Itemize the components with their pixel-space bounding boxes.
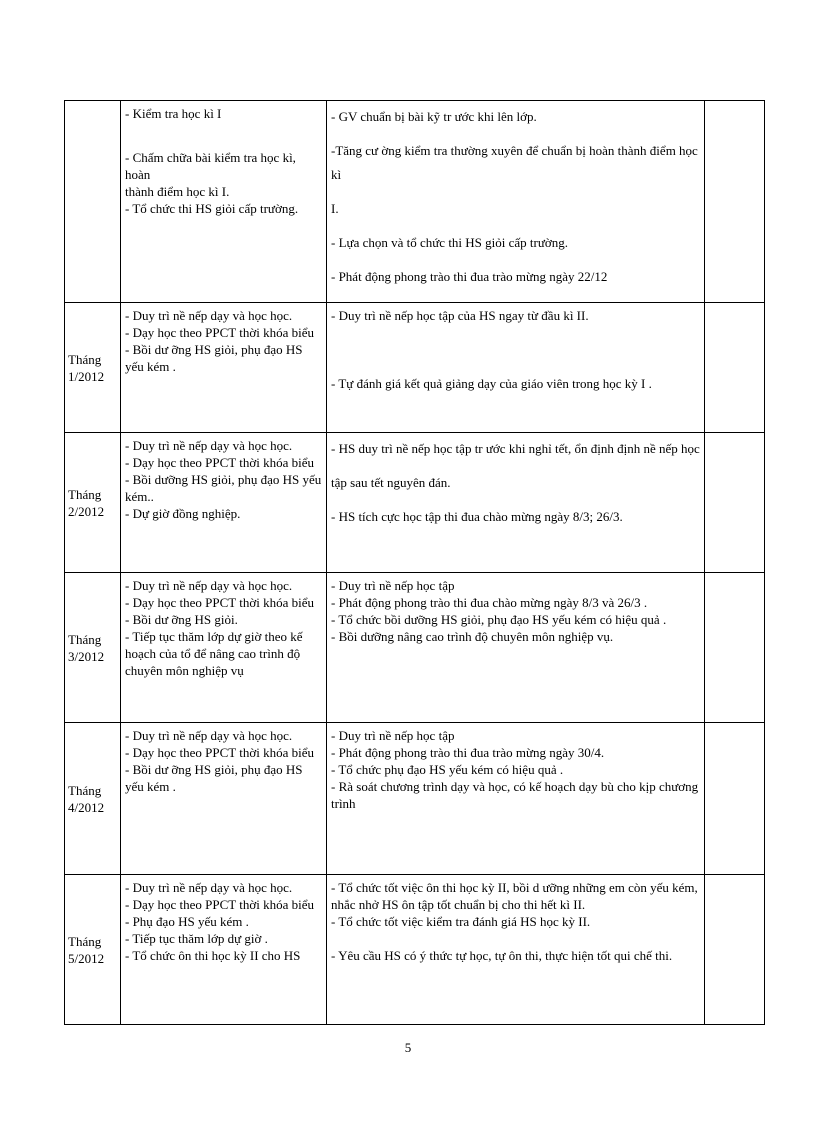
measure-line: - Duy trì nề nếp học tập (331, 728, 455, 743)
table-row (65, 573, 765, 723)
month-cell: Tháng 2/2012 (65, 433, 121, 573)
notes-cell (705, 723, 765, 875)
measure-line: - HS tích cực học tập thi đua chào mừng ngày 8/3; 26/3. (331, 509, 623, 524)
task-line: - Bồi dư ỡng HS giỏi. (125, 612, 238, 627)
table-row (65, 433, 765, 573)
task-line: - Dạy học theo PPCT thời khóa biểu (125, 897, 314, 912)
task-line: yếu kém . (125, 779, 176, 794)
task-line: - Dạy học theo PPCT thời khóa biểu (125, 745, 314, 760)
task-line: - Duy trì nề nếp dạy và học học. (125, 880, 293, 895)
measures-cell (327, 303, 705, 433)
table-row (65, 875, 765, 1025)
measure-line: - HS duy trì nề nếp học tập tr ước khi nghỉ tết, ổn định định nề nếp học (331, 441, 700, 456)
task-line: thành điểm học kì I. (125, 184, 230, 199)
tasks-cell (121, 101, 327, 303)
month-cell: Tháng 3/2012 (65, 573, 121, 723)
tasks-cell (121, 573, 327, 723)
measure-line: - Tổ chức tốt việc kiểm tra đánh giá HS học kỳ II. (331, 914, 591, 929)
measure-line: - Tự đánh giá kết quả giảng dạy của giáo viên trong học kỳ I . (331, 376, 652, 391)
task-line: - Kiểm tra học kì I (125, 106, 222, 121)
measure-line: - GV chuẩn bị bài kỹ tr ước khi lên lớp. (331, 109, 537, 124)
notes-cell (705, 875, 765, 1025)
task-line: - Duy trì nề nếp dạy và học học. (125, 308, 293, 323)
task-line: chuyên môn nghiệp vụ (125, 663, 244, 678)
month-cell: Tháng 1/2012 (65, 303, 121, 433)
table-row (65, 723, 765, 875)
measure-line: - Phát động phong trào thi đua trào mừng ngày 30/4. (331, 745, 605, 760)
task-line: - Tiếp tục thăm lớp dự giờ theo kế (125, 629, 303, 644)
measure-line: I. (331, 201, 339, 216)
table-row (65, 303, 765, 433)
task-line: - Tiếp tục thăm lớp dự giờ . (125, 931, 268, 946)
month-cell (65, 101, 121, 303)
measures-cell (327, 573, 705, 723)
measure-line: nhắc nhở HS ôn tập tốt chuẩn bị cho thi hết kì II. (331, 897, 586, 912)
task-line: - Tổ chức ôn thi học kỳ II cho HS (125, 948, 301, 963)
notes-cell (705, 573, 765, 723)
task-line: - Bồi dư ỡng HS giỏi, phụ đạo HS (125, 342, 303, 357)
notes-cell (705, 303, 765, 433)
task-line: - Duy trì nề nếp dạy và học học. (125, 728, 293, 743)
measure-line: - Rà soát chương trình dạy và học, có kế hoạch dạy bù cho kịp chương (331, 779, 699, 794)
task-line: hoạch của tổ để nâng cao trình độ (125, 646, 301, 661)
task-line: - Tổ chức thi HS giỏi cấp trường. (125, 201, 299, 216)
tasks-cell (121, 303, 327, 433)
measure-line: - Bồi dưỡng nâng cao trình độ chuyên môn nghiệp vụ. (331, 629, 614, 644)
task-line: kém.. (125, 489, 154, 504)
measures-cell (327, 875, 705, 1025)
measures-cell (327, 101, 705, 303)
measure-line: - Phát động phong trào thi đua trào mừng ngày 22/12 (331, 269, 608, 284)
measure-line: - Lựa chọn và tổ chức thi HS giỏi cấp trường. (331, 235, 569, 250)
measure-line: -Tăng cư ờng kiểm tra thường xuyên để chuẩn bị hoàn thành điểm học kì (331, 143, 698, 182)
task-line: yếu kém . (125, 359, 176, 374)
task-line: - Duy trì nề nếp dạy và học học. (125, 578, 293, 593)
measure-line: - Yêu cầu HS có ý thức tự học, tự ôn thi, thực hiện tốt qui chế thi. (331, 948, 673, 963)
plan-table (64, 100, 765, 1025)
measure-line: - Tổ chức bồi dưỡng HS giỏi, phụ đạo HS yếu kém có hiệu quả . (331, 612, 667, 627)
measures-cell (327, 723, 705, 875)
month-cell: Tháng 5/2012 (65, 875, 121, 1025)
measure-line: - Phát động phong trào thi đua chào mừng ngày 8/3 và 26/3 . (331, 595, 648, 610)
notes-cell (705, 101, 765, 303)
task-line: - Dạy học theo PPCT thời khóa biểu (125, 325, 314, 340)
page-number: 5 (404, 1040, 412, 1055)
measure-line: - Duy trì nề nếp học tập (331, 578, 455, 593)
measures-cell (327, 433, 705, 573)
tasks-cell (121, 433, 327, 573)
task-line: - Dự giờ đồng nghiệp. (125, 506, 241, 521)
task-line: - Chấm chữa bài kiểm tra học kì, hoàn (125, 150, 296, 182)
task-line: - Phụ đạo HS yếu kém . (125, 914, 249, 929)
task-line: - Bồi dư ỡng HS giỏi, phụ đạo HS (125, 762, 303, 777)
tasks-cell (121, 723, 327, 875)
measure-line: trình (331, 796, 356, 811)
month-cell: Tháng 4/2012 (65, 723, 121, 875)
task-line: - Dạy học theo PPCT thời khóa biểu (125, 455, 314, 470)
tasks-cell (121, 875, 327, 1025)
measure-line: - Tổ chức tốt việc ôn thi học kỳ II, bồi d ưỡng những em còn yếu kém, (331, 880, 698, 895)
table-row (65, 101, 765, 303)
measure-line: - Tổ chức phụ đạo HS yếu kém có hiệu quả . (331, 762, 564, 777)
task-line: - Duy trì nề nếp dạy và học học. (125, 438, 293, 453)
measure-line: - Duy trì nề nếp học tập của HS ngay từ đầu kì II. (331, 308, 589, 323)
measure-line: tập sau tết nguyên đán. (331, 475, 451, 490)
task-line: - Dạy học theo PPCT thời khóa biểu (125, 595, 314, 610)
notes-cell (705, 433, 765, 573)
task-line: - Bồi dưỡng HS giỏi, phụ đạo HS yếu (125, 472, 322, 487)
